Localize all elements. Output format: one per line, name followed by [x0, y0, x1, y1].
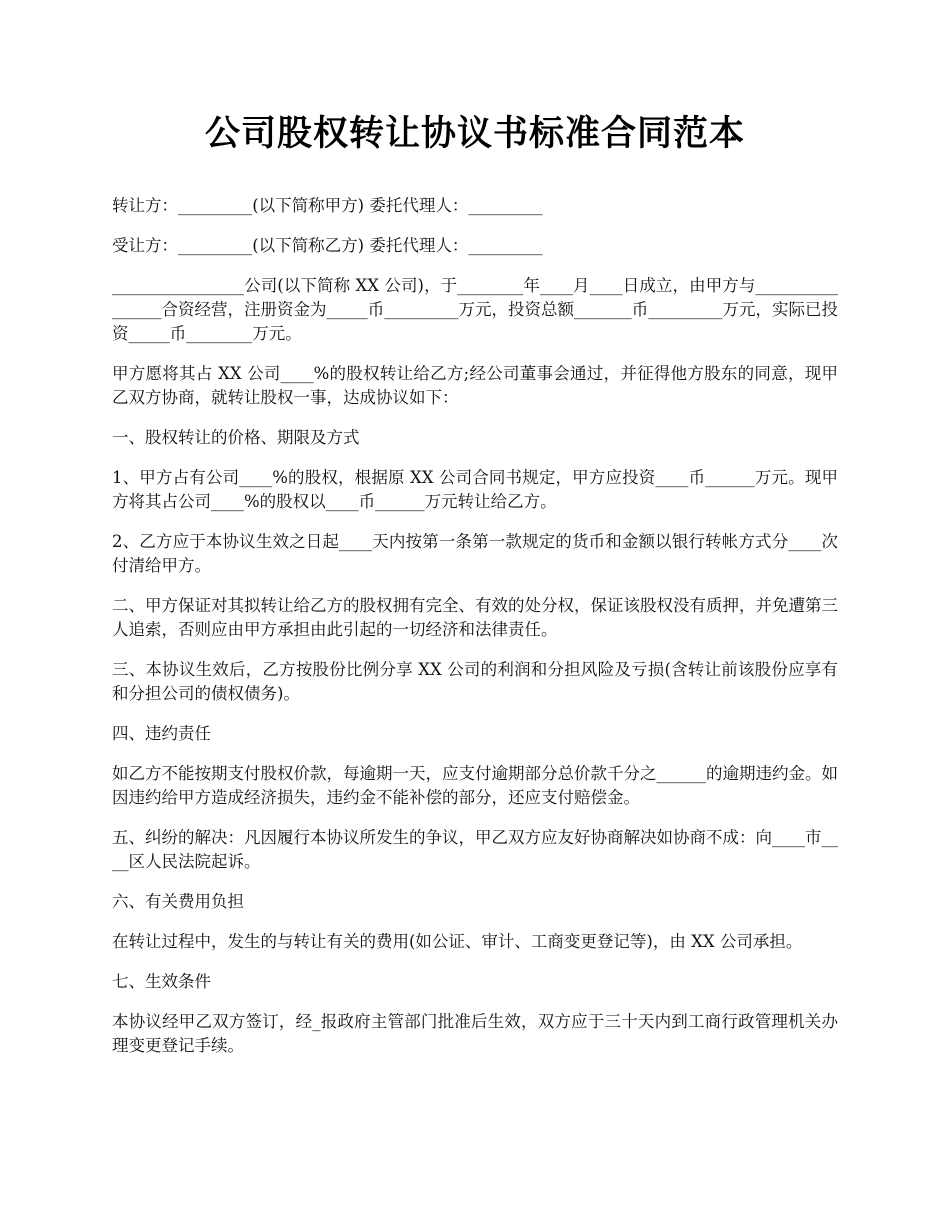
section-heading-4: 四、违约责任: [112, 724, 211, 743]
clause-1-1: 1、甲方占有公司____%的股权，根据原 XX 公司合同书规定，甲方应投资____币______万元。现甲方将其占公司____%的股权以____币______万元转让给乙方。: [112, 468, 838, 511]
transferor-line: 转让方：_________(以下简称甲方) 委托代理人：_________: [112, 196, 543, 215]
section-heading-6: 六、有关费用负担: [112, 892, 244, 911]
fees-paragraph: 在转让过程中，发生的与转让有关的费用(如公证、审计、工商变更登记等)，由 XX 公司承担。: [112, 932, 803, 951]
company-info-paragraph: ________________公司(以下简称 XX 公司)，于________年____月____日成立，由甲方与________________合资经营，注册资金为_____币_________万元，投资总额_______币_________万元，实际已投资_____币________万元。: [112, 276, 838, 343]
section-2-paragraph: 二、甲方保证对其拟转让给乙方的股权拥有完全、有效的处分权，保证该股权没有质押，并免遭第三人追索，否则应由甲方承担由此引起的一切经济和法律责任。: [112, 596, 838, 639]
section-3-paragraph: 三、本协议生效后，乙方按股份比例分享 XX 公司的利润和分担风险及亏损(含转让前该股份应享有和分担公司的债权债务)。: [112, 660, 838, 703]
document-page: [112, 108, 838, 1074]
section-heading-7: 七、生效条件: [112, 972, 211, 991]
breach-paragraph: 如乙方不能按期支付股权价款，每逾期一天，应支付逾期部分总价款千分之______的逾期违约金。如因违约给甲方造成经济损失，违约金不能补偿的部分，还应支付赔偿金。: [112, 764, 838, 807]
section-heading-1: 一、股权转让的价格、期限及方式: [112, 428, 360, 447]
effective-paragraph: 本协议经甲乙双方签订，经_报政府主管部门批准后生效，双方应于三十天内到工商行政管理机关办理变更登记手续。: [112, 1012, 838, 1055]
intent-paragraph: 甲方愿将其占 XX 公司____%的股权转让给乙方;经公司董事会通过，并征得他方股东的同意，现甲乙双方协商，就转让股权一事，达成协议如下：: [112, 364, 838, 407]
clause-1-2: 2、乙方应于本协议生效之日起____天内按第一条第一款规定的货币和金额以银行转帐方式分____次付清给甲方。: [112, 532, 838, 575]
section-5-paragraph: 五、纠纷的解决：凡因履行本协议所发生的争议，甲乙双方应友好协商解决如协商不成：向____市____区人民法院起诉。: [112, 828, 838, 871]
document-title: 公司股权转让协议书标准合同范本: [204, 113, 745, 154]
transferee-line: 受让方：_________(以下简称乙方) 委托代理人：_________: [112, 236, 543, 255]
